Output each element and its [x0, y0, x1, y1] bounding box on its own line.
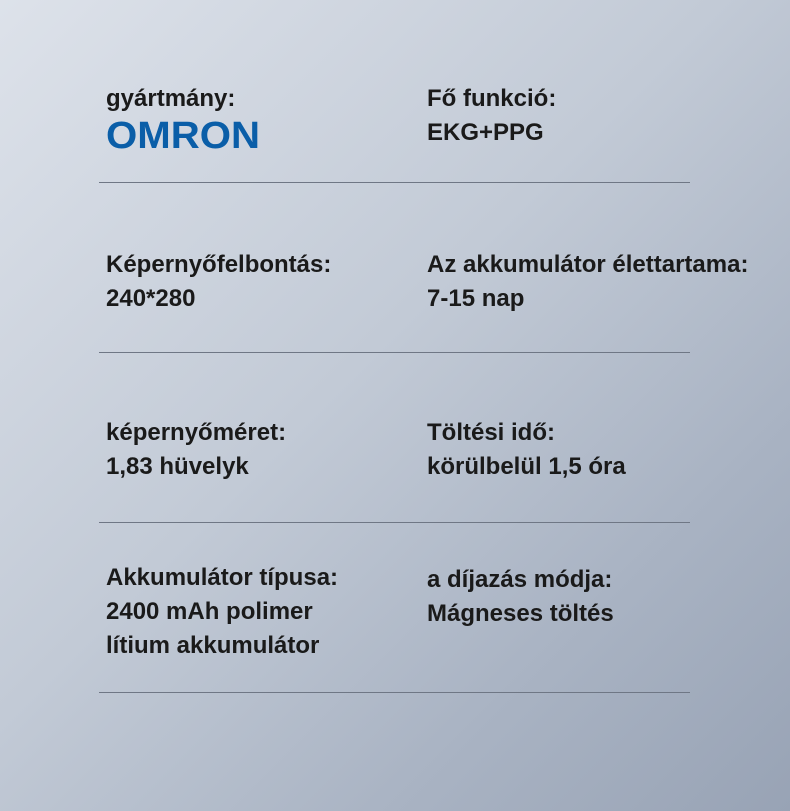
- omron-logo: [106, 118, 262, 152]
- spec-value: 2400 mAh polimer: [106, 598, 313, 625]
- spec-label: Akkumulátor típusa:: [106, 564, 339, 591]
- spec-label: Az akkumulátor élettartama:: [427, 251, 749, 278]
- spec-label: Képernyőfelbontás:: [106, 251, 332, 278]
- spec-label: képernyőméret:: [106, 419, 287, 446]
- spec-value: körülbelül 1,5 óra: [427, 453, 626, 480]
- spec-label: Töltési idő:: [427, 419, 555, 446]
- spec-value: 240*280: [106, 285, 196, 312]
- spec-main-function: [427, 82, 556, 150]
- spec-resolution: [106, 248, 331, 316]
- spec-manufacturer: [106, 82, 262, 152]
- spec-value: EKG+PPG: [427, 119, 544, 146]
- brand-logo-text: OMRON: [106, 118, 260, 152]
- spec-charging-method: [427, 563, 614, 631]
- spec-value: 7-15 nap: [427, 285, 525, 312]
- spec-battery-life: [427, 248, 748, 316]
- spec-value: 1,83 hüvelyk: [106, 453, 249, 480]
- row-divider: [99, 522, 690, 523]
- spec-charging-time: [427, 416, 626, 484]
- spec-battery-type: [106, 561, 338, 663]
- spec-label: a díjazás módja:: [427, 566, 613, 593]
- row-divider: [99, 692, 690, 693]
- row-divider: [99, 182, 690, 183]
- spec-label: Fő funkció:: [427, 85, 557, 112]
- spec-value: Mágneses töltés: [427, 600, 614, 627]
- spec-value: lítium akkumulátor: [106, 632, 320, 659]
- spec-label: gyártmány:: [106, 85, 236, 112]
- row-divider: [99, 352, 690, 353]
- spec-screen-size: [106, 416, 286, 484]
